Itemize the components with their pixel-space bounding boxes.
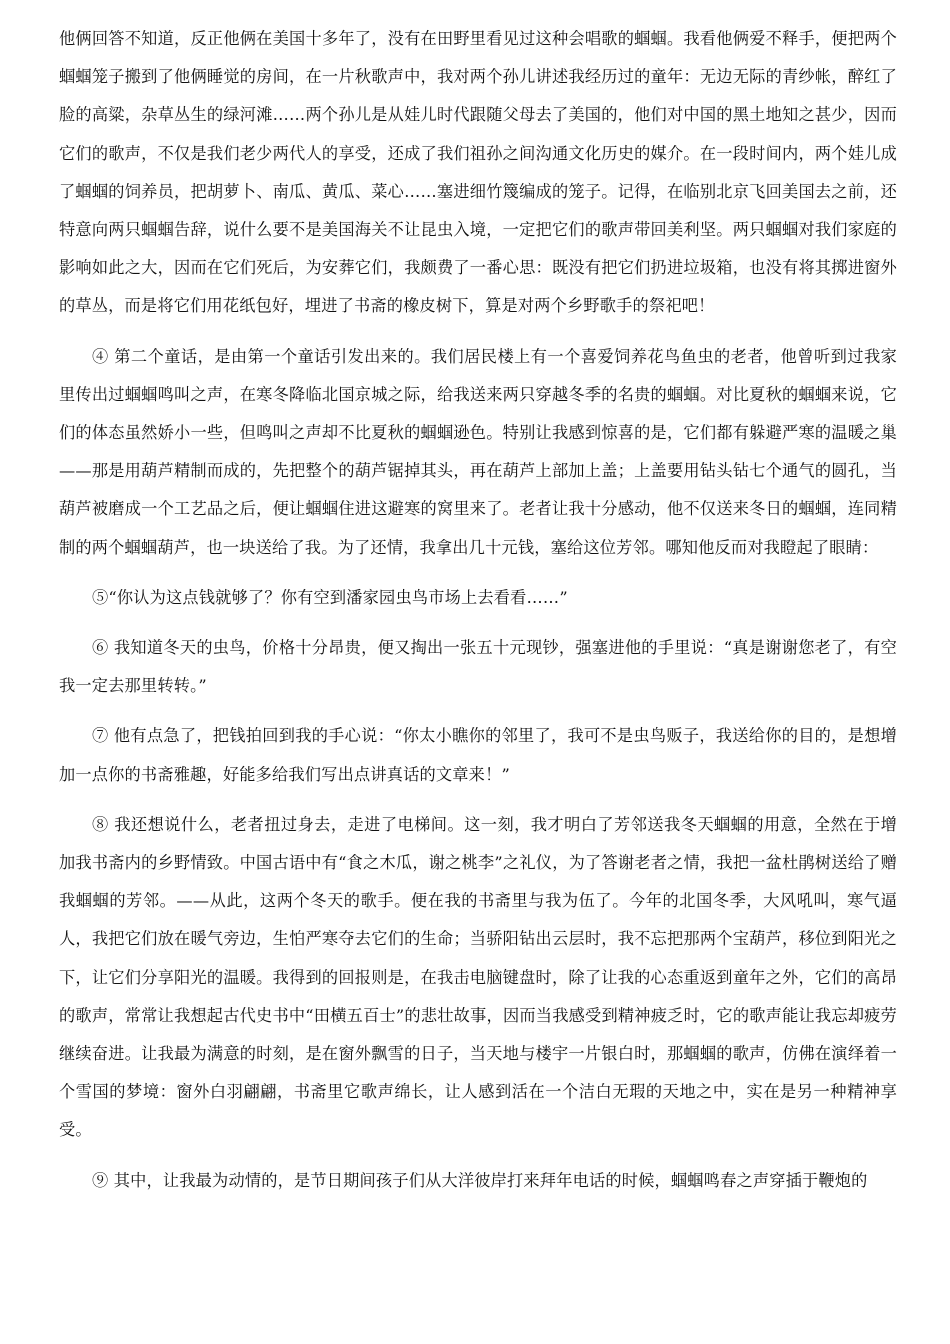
paragraph-9: ⑨ 其中，让我最为动情的，是节日期间孩子们从大洋彼岸打来拜年电话的时候，蝈蝈鸣春之声穿插于鞭炮的 — [92, 1170, 868, 1190]
paragraph-6: ⑥ 我知道冬天的虫鸟，价格十分昂贵，便又掏出一张五十元现钞，强塞进他的手里说：“真是谢谢您老了，有空我一定去那里转转。” — [59, 638, 897, 696]
paragraph-3-continued: 他俩回答不知道，反正他俩在美国十多年了，没有在田野里看见过这种会唱歌的蝈蝈。我看他俩爱不释手，便把两个蝈蝈笼子搬到了他俩睡觉的房间，在一片秋歌声中，我对两个孙儿讲述我经历过的童年：无边无际的青纱帐，醉红了脸的高粱，杂草丛生的绿河滩……两个孙儿是从娃儿时代跟随父母去了美国的，他们对中国的黑土地知之甚少，因而它们的歌声，不仅是我们老少两代人的享受，还成了我们祖孙之间沟通文化历史的媒介。在一段时间内，两个娃儿成了蝈蝈的饲养员，把胡萝卜、南瓜、黄瓜、菜心……塞进细竹篾编成的笼子。记得，在临别北京飞回美国去之前，还特意向两只蝈蝈告辞，说什么要不是美国海关不让昆虫入境，一定把它们的歌声带回美利坚。两只蝈蝈对我们家庭的影响如此之大，因而在它们死后，为安葬它们，我颇费了一番心思：既没有把它们扔进垃圾箱，也没有将其掷进窗外的草丛，而是将它们用花纸包好，埋进了书斋的橡皮树下，算是对两个乡野歌手的祭祀吧！ — [59, 29, 897, 316]
document-page — [59, 20, 897, 1200]
paragraph-5: ⑤“你认为这点钱就够了？你有空到潘家园虫鸟市场上去看看……” — [92, 587, 568, 607]
paragraph-8: ⑧ 我还想说什么，老者扭过身去，走进了电梯间。这一刻，我才明白了芳邻送我冬天蝈蝈的用意，全然在于增加我书斋内的乡野情致。中国古语中有“食之木瓜，谢之桃李”之礼仪，为了答谢老者之情，我把一盆杜鹃树送给了赠我蝈蝈的芳邻。——从此，这两个冬天的歌手。便在我的书斋里与我为伍了。今年的北国冬季，大风吼叫，寒气逼人，我把它们放在暖气旁边，生怕严寒夺去它们的生命；当骄阳钻出云层时，我不忘把那两个宝葫芦，移位到阳光之下，让它们分享阳光的温暖。我得到的回报则是，在我击电脑键盘时，除了让我的心态重返到童年之外，它们的高昂的歌声，常常让我想起古代史书中“田横五百士”的悲壮故事，因而当我感受到精神疲乏时，它的歌声能让我忘却疲劳继续奋进。让我最为满意的时刻，是在窗外飘雪的日子，当天地与楼宇一片银白时，那蝈蝈的歌声，仿佛在演绎着一个雪国的梦境：窗外白羽翩翩，书斋里它歌声绵长，让人感到活在一个洁白无瑕的天地之中，实在是另一种精神享受。 — [59, 814, 897, 1140]
paragraph-7: ⑦ 他有点急了，把钱拍回到我的手心说：“你太小瞧你的邻里了，我可不是虫鸟贩子，我送给你的目的，是想增加一点你的书斋雅趣，好能多给我们写出点讲真话的文章来！” — [59, 726, 897, 784]
paragraph-4: ④ 第二个童话，是由第一个童话引发出来的。我们居民楼上有一个喜爱饲养花鸟鱼虫的老者，他曾听到过我家里传出过蝈蝈鸣叫之声，在寒冬降临北国京城之际，给我送来两只穿越冬季的名贵的蝈蝈。对比夏秋的蝈蝈来说，它们的体态虽然娇小一些，但鸣叫之声却不比夏秋的蝈蝈逊色。特别让我感到惊喜的是，它们都有躲避严寒的温暖之巢——那是用葫芦精制而成的，先把整个的葫芦锯掉其头，再在葫芦上部加上盖；上盖要用钻头钻七个通气的圆孔，当葫芦被磨成一个工艺品之后，便让蝈蝈住进这避寒的窝里来了。老者让我十分感动，他不仅送来冬日的蝈蝈，连同精制的两个蝈蝈葫芦，也一块送给了我。为了还情，我拿出几十元钱，塞给这位芳邻。哪知他反而对我瞪起了眼睛： — [59, 346, 897, 557]
